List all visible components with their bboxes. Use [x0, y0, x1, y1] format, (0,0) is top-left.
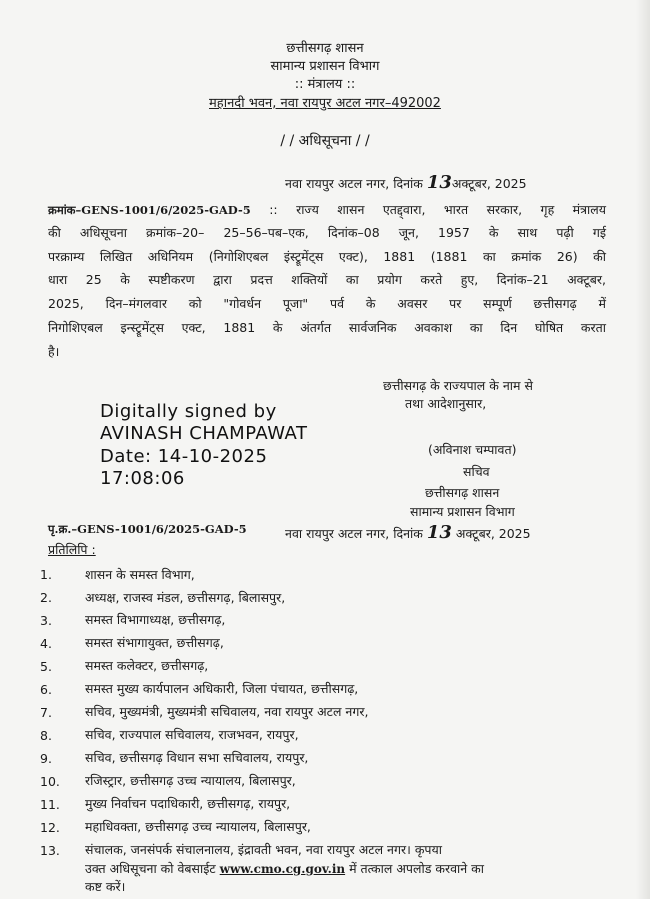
list-item-number: 5. — [40, 659, 52, 674]
list-item-number: 9. — [40, 751, 52, 766]
list-item-number: 2. — [40, 590, 52, 605]
order-line-7: है। — [48, 344, 60, 359]
order-line-4: धारा 25 के स्पष्टीकरण द्वारा प्रदत्त शक्तियों का प्रयोग करते हुए, दिनांक–21 अक्टूबर, — [48, 272, 606, 287]
header-dept: सामान्य प्रशासन विभाग — [270, 59, 380, 74]
dateline-month-year: अक्टूबर, 2025 — [451, 176, 527, 191]
signatory-dept: सामान्य प्रशासन विभाग — [410, 504, 515, 519]
signatory-govt: छत्तीसगढ़ शासन — [425, 485, 500, 500]
endorsement-day: 13 — [426, 522, 452, 543]
digital-signature-name: AVINASH CHAMPAWAT — [100, 423, 308, 444]
endorsement-number: पृ.क्र.–GENS-1001/6/2025-GAD-5 — [48, 522, 247, 536]
list-item: सचिव, राज्यपाल सचिवालय, राजभवन, रायपुर, — [85, 727, 299, 742]
list-item-number: 7. — [40, 705, 52, 720]
authority-line-1: छत्तीसगढ़ के राज्यपाल के नाम से — [383, 378, 533, 393]
list-item: समस्त विभागाध्यक्ष, छत्तीसगढ़, — [85, 612, 226, 627]
list-item: शासन के समस्त विभाग, — [85, 567, 195, 582]
list-item-number: 1. — [40, 567, 52, 582]
endorsement-place: नवा रायपुर अटल नगर, दिनांक — [285, 526, 423, 541]
list-item-13-line-1: संचालक, जनसंपर्क संचालनालय, इंद्रावती भवन, नवा रायपुर अटल नगर। कृपया — [85, 842, 443, 857]
digital-signature-date: Date: 14-10-2025 — [100, 446, 268, 467]
list-item: रजिस्ट्रार, छत्तीसगढ़ उच्च न्यायालय, बिलासपुर, — [85, 773, 296, 788]
order-line-6: निगोशिएबल इन्स्ट्रूमेंट्स एक्ट, 1881 के अंतर्गत सार्वजनिक अवकाश का दिन घोषित करता — [48, 320, 606, 335]
dateline-place: नवा रायपुर अटल नगर, दिनांक — [285, 176, 423, 191]
header-ministry: :: मंत्रालय :: — [294, 77, 356, 92]
website-link[interactable]: www.cmo.cg.gov.in — [219, 862, 346, 876]
list-item: समस्त मुख्य कार्यपालन अधिकारी, जिला पंचायत, छत्तीसगढ़, — [85, 681, 359, 696]
list-item-13-line-3: कष्ट करें। — [85, 879, 126, 894]
list-item: सचिव, मुख्यमंत्री, मुख्यमंत्री सचिवालय, नवा रायपुर अटल नगर, — [85, 704, 369, 719]
header-govt: छत्तीसगढ़ शासन — [286, 41, 364, 56]
list-item-number: 4. — [40, 636, 52, 651]
notification-title: / / अधिसूचना / / — [280, 133, 370, 149]
order-line-3: परक्राम्य लिखित अधिनियम (निगोशिएबल इंस्ट्रूमेंट्स एक्ट), 1881 (1881 का क्रमांक 26) की — [48, 249, 606, 264]
list-item-number: 11. — [40, 797, 60, 812]
signatory-designation: सचिव — [463, 464, 490, 479]
dateline-day: 13 — [426, 172, 452, 193]
list-item: मुख्य निर्वाचन पदाधिकारी, छत्तीसगढ़, रायपुर, — [85, 796, 291, 811]
list-item-number: 10. — [40, 774, 60, 789]
list-item-number: 12. — [40, 820, 60, 835]
list-item: अध्यक्ष, राजस्व मंडल, छत्तीसगढ़, बिलासपुर, — [85, 590, 286, 605]
header-address: महानदी भवन, नवा रायपुर अटल नगर–492002 — [209, 96, 441, 111]
endorsement-month-year: अक्टूबर, 2025 — [455, 526, 531, 541]
digital-signature-time: 17:08:06 — [100, 468, 185, 489]
authority-line-2: तथा आदेशानुसार, — [405, 396, 487, 411]
order-line-1: क्रमांक–GENS-1001/6/2025-GAD-5 :: राज्य शासन एतद्द्वारा, भारत सरकार, गृह मंत्रालय — [48, 202, 606, 217]
order-number: क्रमांक–GENS-1001/6/2025-GAD-5 — [48, 203, 251, 217]
list-item-number: 6. — [40, 682, 52, 697]
order-line-2: की अधिसूचना क्रमांक–20– 25–56–पब–एक, दिनांक–08 जून, 1957 के साथ पढ़ी गई — [48, 225, 606, 240]
list-item-number: 8. — [40, 728, 52, 743]
order-line-5: 2025, दिन–मंगलवार को "गोवर्धन पूजा" पर्व के अवसर पर सम्पूर्ण छत्तीसगढ़ में — [48, 296, 606, 311]
list-item-number: 3. — [40, 613, 52, 628]
signatory-name: (अविनाश चम्पावत) — [428, 442, 517, 457]
copy-label: प्रतिलिपि : — [48, 542, 96, 557]
list-item: समस्त कलेक्टर, छत्तीसगढ़, — [85, 658, 209, 673]
list-item: समस्त संभागायुक्त, छत्तीसगढ़, — [85, 635, 224, 650]
list-item-13-line-2: उक्त अधिसूचना को वेबसाईट www.cmo.cg.gov.in में तत्काल अपलोड करवाने का — [85, 861, 485, 876]
digital-signature-line-1: Digitally signed by — [100, 401, 277, 422]
list-item: महाधिवक्ता, छत्तीसगढ़ उच्च न्यायालय, बिलासपुर, — [85, 819, 311, 834]
endorsement-dateline — [285, 522, 531, 543]
list-item-number: 13. — [40, 843, 60, 858]
list-item: सचिव, छत्तीसगढ़ विधान सभा सचिवालय, रायपुर, — [85, 750, 309, 765]
dateline — [285, 172, 527, 193]
